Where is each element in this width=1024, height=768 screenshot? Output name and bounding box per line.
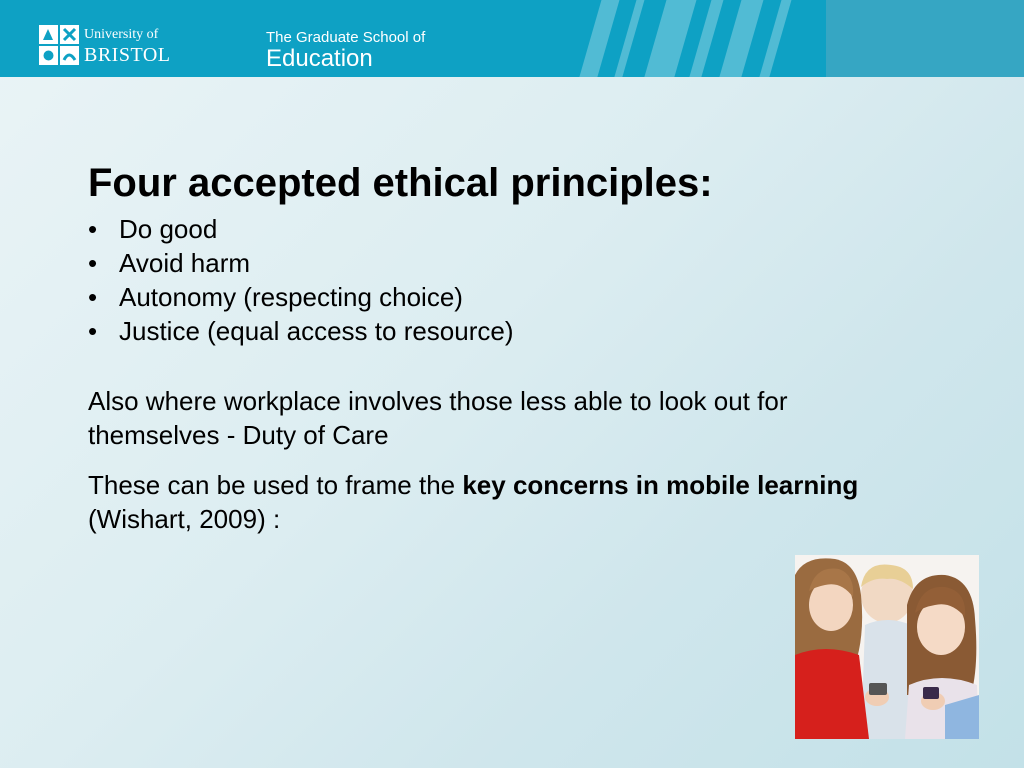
header-stripe: [756, 0, 795, 77]
bullet-glyph: •: [88, 214, 98, 244]
crest-icon: [38, 24, 80, 66]
key-concerns-paragraph: [88, 468, 868, 536]
university-line1: University of: [84, 27, 159, 42]
bullet-glyph: •: [88, 248, 98, 278]
bullet-glyph: •: [88, 316, 98, 346]
list-item-text: Autonomy (respecting choice): [119, 282, 463, 312]
university-line2: BRISTOL: [84, 44, 171, 66]
university-name: [84, 28, 170, 65]
children-with-phone-photo: [795, 555, 979, 739]
principles-list: [88, 212, 868, 348]
list-item: [88, 280, 868, 314]
list-item: [88, 314, 868, 348]
list-item: [88, 212, 868, 246]
header-banner: [0, 0, 1024, 77]
list-item-text: Avoid harm: [119, 248, 251, 278]
header-stripe: [576, 0, 623, 77]
school-name: [266, 30, 425, 71]
school-line1: The Graduate School of: [266, 29, 426, 46]
slide-content: [88, 160, 868, 536]
bullet-glyph: •: [88, 282, 98, 312]
header-right-panel: [826, 0, 1024, 77]
header-stripe: [641, 0, 700, 77]
photo-illustration: [795, 555, 979, 739]
school-line2: Education: [266, 45, 373, 72]
list-item-text: Do good: [119, 214, 218, 244]
slide-title: Four accepted ethical principles:: [88, 161, 713, 205]
header-stripe: [716, 0, 767, 77]
para2-bold: key concerns in mobile learning: [462, 470, 859, 500]
duty-of-care-paragraph: Also where workplace involves those less able to look out for themselves - Duty of Care: [88, 386, 788, 450]
list-item: [88, 246, 868, 280]
university-logo: [38, 24, 186, 70]
para2-start: These can be used to frame the: [88, 470, 463, 500]
para2-end: (Wishart, 2009) :: [88, 504, 281, 534]
list-item-text: Justice (equal access to resource): [119, 316, 514, 346]
